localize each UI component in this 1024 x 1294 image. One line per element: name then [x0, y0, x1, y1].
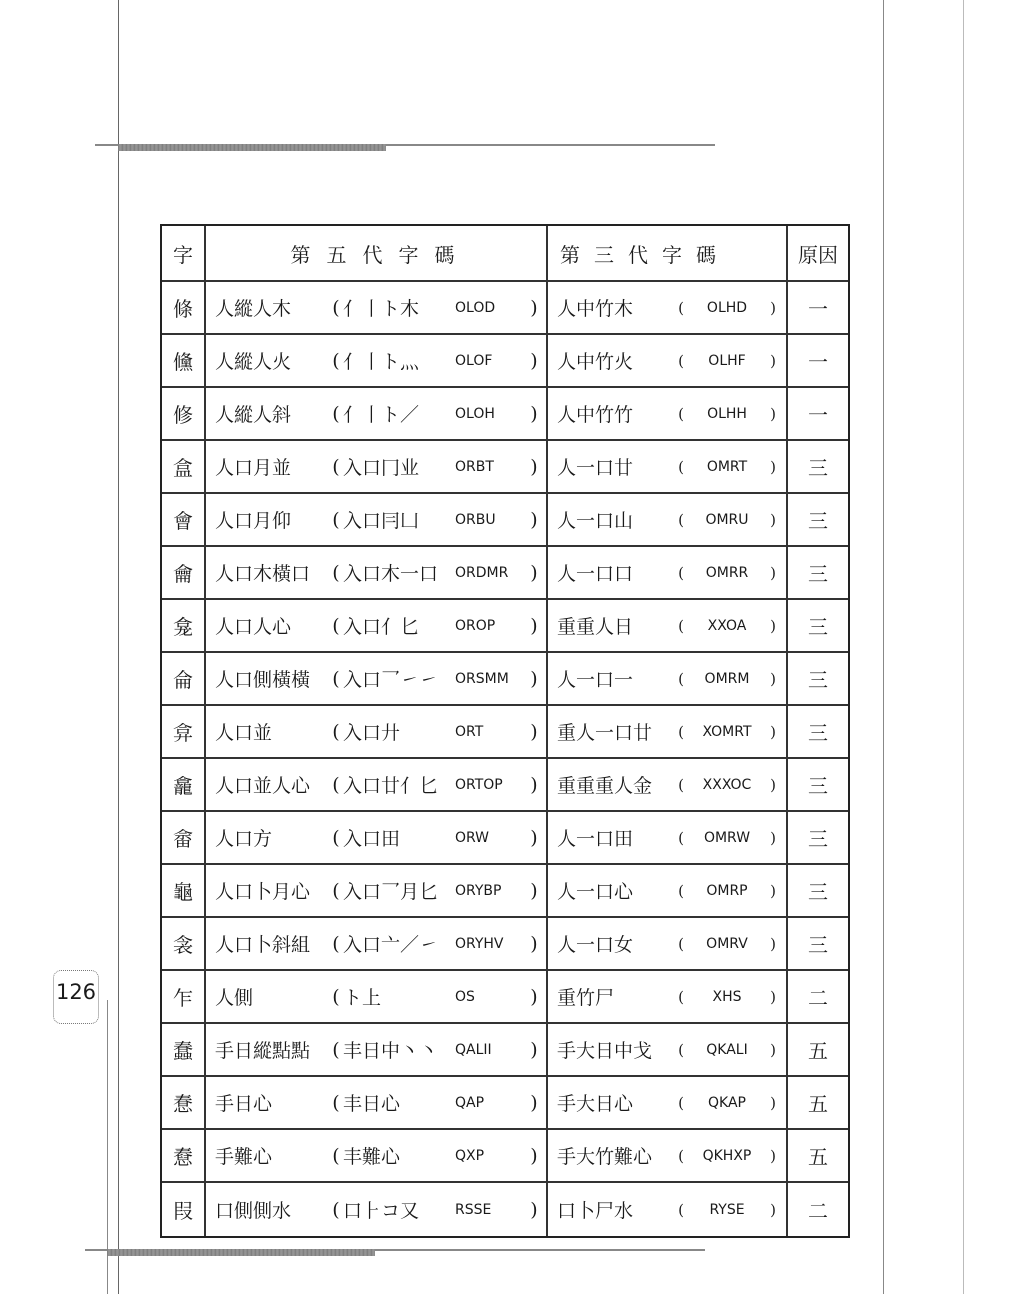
open-paren: ( [332, 1198, 340, 1221]
third-code: XOMRT [702, 723, 752, 740]
third-code: RYSE [709, 1201, 745, 1218]
third-name: 重重重人金 [557, 775, 653, 797]
open-paren: ( [678, 457, 684, 476]
top-rule-bar [118, 144, 386, 151]
fifth-parts: 丰難心 [343, 1146, 401, 1168]
third-name: 人一口一 [557, 669, 634, 691]
row-character: 龠 [162, 547, 206, 598]
third-code: QKAP [708, 1094, 746, 1111]
row-character: 畲 [162, 812, 206, 863]
open-paren: ( [678, 775, 684, 794]
fifth-parts: 入口廿亻匕 [343, 775, 439, 797]
code-comparison-table [160, 224, 850, 1238]
fifth-name: 人口側橫橫 [215, 669, 311, 691]
third-code: OMRM [704, 670, 750, 687]
row-reason: 三 [808, 827, 828, 851]
close-paren: ) [770, 881, 776, 900]
page-edge-right [883, 0, 884, 1294]
row-fifth-code-cell [206, 865, 548, 916]
row-third-code-cell [548, 706, 788, 757]
table-row [162, 1077, 848, 1130]
row-third-code-cell [548, 918, 788, 969]
third-code: XXOA [707, 617, 747, 634]
close-paren: ) [530, 879, 538, 902]
row-fifth-code-cell [206, 1077, 548, 1128]
fifth-parts: 亻丨ト灬 [343, 351, 420, 373]
row-character: 惷 [162, 1077, 206, 1128]
open-paren: ( [678, 881, 684, 900]
open-paren: ( [332, 455, 340, 478]
close-paren: ) [770, 351, 776, 370]
row-fifth-code-cell [206, 971, 548, 1022]
row-third-code-cell [548, 388, 788, 439]
fifth-code: OS [455, 988, 475, 1005]
row-reason: 三 [808, 456, 828, 480]
row-third-code-cell [548, 1183, 788, 1236]
open-paren: ( [678, 828, 684, 847]
fifth-parts: 亻丨ト木 [343, 298, 420, 320]
open-paren: ( [678, 404, 684, 423]
row-third-code-cell [548, 441, 788, 492]
fifth-code: ORTOP [455, 776, 503, 793]
table-body [162, 282, 848, 1236]
fifth-code: OROP [455, 617, 496, 634]
third-code: OMRT [706, 458, 748, 475]
row-fifth-code-cell [206, 1183, 548, 1236]
fifth-parts: 入口冂业 [343, 457, 420, 479]
third-name: 重重人日 [557, 616, 634, 638]
fifth-name: 人口並人心 [215, 775, 311, 797]
row-character: 憃 [162, 1130, 206, 1181]
row-reason: 五 [808, 1092, 828, 1116]
third-name: 口卜尸水 [557, 1200, 634, 1222]
close-paren: ) [530, 1144, 538, 1167]
table-row [162, 282, 848, 335]
row-third-code-cell [548, 759, 788, 810]
row-fifth-code-cell [206, 918, 548, 969]
close-paren: ) [530, 349, 538, 372]
fifth-code: RSSE [455, 1201, 492, 1218]
table-row [162, 388, 848, 441]
open-paren: ( [678, 563, 684, 582]
close-paren: ) [770, 775, 776, 794]
row-third-code-cell [548, 971, 788, 1022]
open-paren: ( [332, 296, 340, 319]
row-reason: 三 [808, 562, 828, 586]
close-paren: ) [770, 457, 776, 476]
row-reason: 三 [808, 880, 828, 904]
open-paren: ( [678, 722, 684, 741]
row-character: 盒 [162, 441, 206, 492]
table-row [162, 1130, 848, 1183]
fifth-code: OLOD [455, 299, 496, 316]
row-fifth-code-cell [206, 388, 548, 439]
third-name: 人中竹木 [557, 298, 634, 320]
third-code: QKALI [706, 1041, 748, 1058]
fifth-name: 人口月並 [215, 457, 292, 479]
close-paren: ) [530, 932, 538, 955]
third-code: XHS [712, 988, 742, 1005]
open-paren: ( [332, 508, 340, 531]
open-paren: ( [332, 667, 340, 690]
row-reason: 三 [808, 933, 828, 957]
close-paren: ) [530, 667, 538, 690]
row-fifth-code-cell [206, 653, 548, 704]
row-reason: 一 [808, 297, 828, 321]
open-paren: ( [678, 1200, 684, 1219]
table-row [162, 971, 848, 1024]
row-reason: 三 [808, 774, 828, 798]
row-character: 叚 [162, 1183, 206, 1236]
page-number: 126 [53, 970, 99, 1024]
header-reason: 原因 [798, 242, 838, 267]
fifth-name: 口側側水 [215, 1200, 292, 1222]
row-third-code-cell [548, 335, 788, 386]
row-character: 乍 [162, 971, 206, 1022]
row-fifth-code-cell [206, 1130, 548, 1181]
row-fifth-code-cell [206, 600, 548, 651]
table-row [162, 706, 848, 759]
close-paren: ) [530, 773, 538, 796]
row-fifth-code-cell [206, 812, 548, 863]
row-third-code-cell [548, 865, 788, 916]
third-code: OMRW [703, 829, 751, 846]
row-third-code-cell [548, 547, 788, 598]
row-third-code-cell [548, 653, 788, 704]
row-fifth-code-cell [206, 759, 548, 810]
open-paren: ( [332, 349, 340, 372]
fifth-code: ORT [455, 723, 484, 740]
third-name: 重人一口廿 [557, 722, 653, 744]
fifth-name: 人口人心 [215, 616, 292, 638]
close-paren: ) [770, 722, 776, 741]
close-paren: ) [770, 1146, 776, 1165]
fifth-code: QXP [455, 1147, 485, 1164]
row-reason: 三 [808, 668, 828, 692]
fifth-code: OLOH [455, 405, 495, 422]
row-fifth-code-cell [206, 282, 548, 333]
open-paren: ( [678, 616, 684, 635]
close-paren: ) [530, 614, 538, 637]
close-paren: ) [530, 1038, 538, 1061]
open-paren: ( [678, 1040, 684, 1059]
table-row [162, 441, 848, 494]
fifth-parts: 亻丨ト／ [343, 404, 420, 426]
table-row [162, 547, 848, 600]
close-paren: ) [770, 828, 776, 847]
row-reason: 五 [808, 1145, 828, 1169]
fifth-name: 人縱人斜 [215, 404, 292, 426]
open-paren: ( [678, 510, 684, 529]
third-name: 人一口女 [557, 934, 634, 956]
third-code: OMRP [706, 882, 748, 899]
open-paren: ( [678, 298, 684, 317]
open-paren: ( [332, 773, 340, 796]
close-paren: ) [770, 987, 776, 1006]
fifth-name: 人口卜斜組 [215, 934, 311, 956]
close-paren: ) [770, 563, 776, 582]
third-name: 手大日中戈 [557, 1040, 653, 1062]
row-reason: 一 [808, 403, 828, 427]
table-row [162, 653, 848, 706]
open-paren: ( [678, 987, 684, 1006]
close-paren: ) [530, 296, 538, 319]
row-fifth-code-cell [206, 441, 548, 492]
row-character: 侖 [162, 653, 206, 704]
close-paren: ) [770, 934, 776, 953]
open-paren: ( [332, 1144, 340, 1167]
fifth-code: ORW [455, 829, 490, 846]
table-row [162, 1183, 848, 1236]
table-row [162, 865, 848, 918]
third-code: OMRR [705, 564, 749, 581]
fifth-parts: 入口亻匕 [343, 616, 420, 638]
fifth-name: 人側 [215, 987, 254, 1009]
fifth-code: ORBT [455, 458, 494, 475]
fifth-parts: 入口亠／㇀ [343, 934, 439, 956]
open-paren: ( [332, 879, 340, 902]
close-paren: ) [770, 404, 776, 423]
fifth-parts: 入口廾 [343, 722, 401, 744]
close-paren: ) [530, 561, 538, 584]
close-paren: ) [770, 510, 776, 529]
open-paren: ( [332, 402, 340, 425]
row-third-code-cell [548, 600, 788, 651]
page-edge-far [963, 0, 964, 1294]
close-paren: ) [530, 1091, 538, 1114]
third-name: 人一口山 [557, 510, 634, 532]
third-name: 手大日心 [557, 1093, 634, 1115]
fifth-code: OLOF [455, 352, 493, 369]
close-paren: ) [770, 616, 776, 635]
row-character: 修 [162, 388, 206, 439]
fifth-code: ORSMM [455, 670, 509, 687]
fifth-name: 人口並 [215, 722, 273, 744]
third-name: 人中竹竹 [557, 404, 634, 426]
header-char: 字 [162, 226, 206, 280]
row-reason: 一 [808, 350, 828, 374]
fifth-code: ORYHV [455, 935, 504, 952]
row-fifth-code-cell [206, 494, 548, 545]
third-name: 人一口田 [557, 828, 634, 850]
fifth-name: 人縱人火 [215, 351, 292, 373]
table-row [162, 335, 848, 388]
close-paren: ) [530, 455, 538, 478]
close-paren: ) [530, 720, 538, 743]
third-name: 人中竹火 [557, 351, 634, 373]
page-edge-left [118, 0, 119, 1294]
open-paren: ( [332, 932, 340, 955]
open-paren: ( [332, 826, 340, 849]
fifth-name: 人口木橫口 [215, 563, 311, 585]
table-row [162, 918, 848, 971]
open-paren: ( [678, 351, 684, 370]
fifth-code: ORBU [455, 511, 496, 528]
fifth-parts: 入口田 [343, 828, 401, 850]
open-paren: ( [332, 720, 340, 743]
third-name: 人一口心 [557, 881, 634, 903]
row-reason: 三 [808, 721, 828, 745]
fifth-parts: 入口乛月匕 [343, 881, 439, 903]
row-character: 龜 [162, 865, 206, 916]
close-paren: ) [770, 298, 776, 317]
row-third-code-cell [548, 494, 788, 545]
fifth-parts: ト上 [343, 987, 382, 1009]
fifth-code: ORYBP [455, 882, 502, 899]
header-third-generation: 第三代字碼 [548, 226, 788, 280]
row-character: 龕 [162, 759, 206, 810]
row-character: 龛 [162, 600, 206, 651]
fifth-code: QALII [455, 1041, 492, 1058]
fifth-name: 手難心 [215, 1146, 273, 1168]
row-third-code-cell [548, 1024, 788, 1075]
fifth-parts: 丰日心 [343, 1093, 401, 1115]
row-third-code-cell [548, 1130, 788, 1181]
bottom-rule-bar [107, 1249, 375, 1256]
table-header-row [162, 226, 848, 282]
close-paren: ) [530, 985, 538, 1008]
table-row [162, 600, 848, 653]
close-paren: ) [770, 1200, 776, 1219]
fifth-name: 人縱人木 [215, 298, 292, 320]
row-character: 衾 [162, 918, 206, 969]
row-fifth-code-cell [206, 706, 548, 757]
third-code: OLHD [706, 299, 748, 316]
fifth-name: 手日縱點點 [215, 1040, 311, 1062]
row-reason: 二 [808, 1199, 828, 1223]
third-code: OMRV [706, 935, 748, 952]
table-row [162, 494, 848, 547]
third-code: OMRU [705, 511, 749, 528]
row-fifth-code-cell [206, 1024, 548, 1075]
open-paren: ( [332, 985, 340, 1008]
close-paren: ) [530, 1198, 538, 1221]
table-row [162, 759, 848, 812]
open-paren: ( [332, 1038, 340, 1061]
fifth-code: ORDMR [455, 564, 509, 581]
row-character: 條 [162, 282, 206, 333]
open-paren: ( [332, 561, 340, 584]
open-paren: ( [678, 1146, 684, 1165]
row-fifth-code-cell [206, 335, 548, 386]
row-third-code-cell [548, 282, 788, 333]
open-paren: ( [678, 669, 684, 688]
row-reason: 二 [808, 986, 828, 1010]
third-name: 重竹尸 [557, 987, 615, 1009]
fifth-parts: 入口冃凵 [343, 510, 420, 532]
row-fifth-code-cell [206, 547, 548, 598]
table-row [162, 1024, 848, 1077]
close-paren: ) [530, 508, 538, 531]
row-character: 儵 [162, 335, 206, 386]
row-third-code-cell [548, 812, 788, 863]
third-name: 手大竹難心 [557, 1146, 653, 1168]
third-name: 人一口口 [557, 563, 634, 585]
fifth-parts: 入口乛㇀㇀ [343, 669, 439, 691]
row-character: 會 [162, 494, 206, 545]
row-character: 蠢 [162, 1024, 206, 1075]
row-reason: 三 [808, 615, 828, 639]
fifth-name: 人口卜月心 [215, 881, 311, 903]
third-code: OLHF [708, 352, 746, 369]
close-paren: ) [530, 826, 538, 849]
open-paren: ( [332, 1091, 340, 1114]
close-paren: ) [530, 402, 538, 425]
fifth-parts: 口⺊コ又 [343, 1200, 420, 1222]
header-fifth-generation: 第五代字碼 [206, 226, 548, 280]
close-paren: ) [770, 669, 776, 688]
fifth-parts: 丰日中丶丶 [343, 1040, 439, 1062]
row-reason: 五 [808, 1039, 828, 1063]
fifth-name: 手日心 [215, 1093, 273, 1115]
third-code: OLHH [707, 405, 747, 422]
close-paren: ) [770, 1040, 776, 1059]
open-paren: ( [678, 1093, 684, 1112]
close-paren: ) [770, 1093, 776, 1112]
fifth-name: 人口月仰 [215, 510, 292, 532]
third-code: XXXOC [702, 776, 752, 793]
row-third-code-cell [548, 1077, 788, 1128]
fifth-name: 人口方 [215, 828, 273, 850]
row-reason: 三 [808, 509, 828, 533]
open-paren: ( [678, 934, 684, 953]
third-code: QKHXP [702, 1147, 752, 1164]
fifth-code: QAP [455, 1094, 485, 1111]
table-row [162, 812, 848, 865]
third-name: 人一口廿 [557, 457, 634, 479]
fifth-parts: 入口木一口 [343, 563, 439, 585]
row-character: 弇 [162, 706, 206, 757]
open-paren: ( [332, 614, 340, 637]
